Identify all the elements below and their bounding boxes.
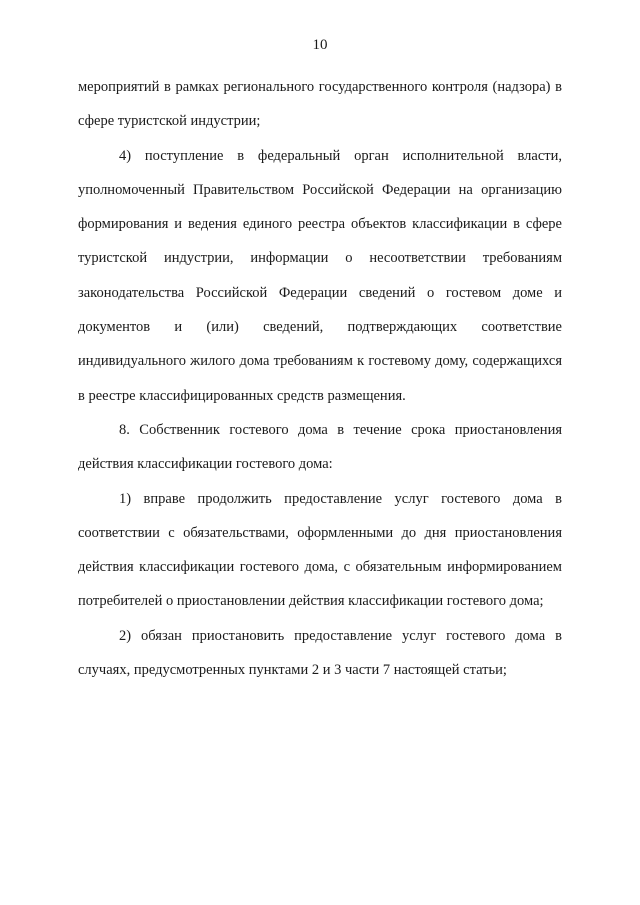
paragraph-item-2: 2) обязан приостановить предоставление услуг гостевого дома в случаях, предусмотренных пунктами 2 и 3 части 7 настоящей статьи;	[78, 627, 562, 679]
document-body	[78, 70, 562, 687]
paragraph-continuation: мероприятий в рамках регионального государственного контроля (надзора) в сфере туристской индустрии;	[78, 79, 562, 130]
paragraph-item-1: 1) вправе продолжить предоставление услуг гостевого дома в соответствии с обязательствами, оформленными до дня приостановления действия классификации гостевого дома, с обязательным информированием потребителей о приостановлении действия классификации гостевого дома;	[78, 490, 562, 610]
paragraph-item-4: 4) поступление в федеральный орган исполнительной власти, уполномоченный Правительством Российской Федерации на организацию формирования и ведения единого реестра объектов классификации в сфере туристской индустрии, информации о несоответствии требованиям законодательства Российской Федерации сведений о гостевом доме и документов и (или) сведений, подтверждающих соответствие индивидуального жилого дома требованиям к гостевому дому, содержащихся в реестре классифицированных средств размещения.	[78, 147, 562, 404]
paragraph-section-8: 8. Собственник гостевого дома в течение срока приостановления действия классификации гостевого дома:	[78, 421, 562, 473]
page-number: 10	[312, 37, 328, 53]
